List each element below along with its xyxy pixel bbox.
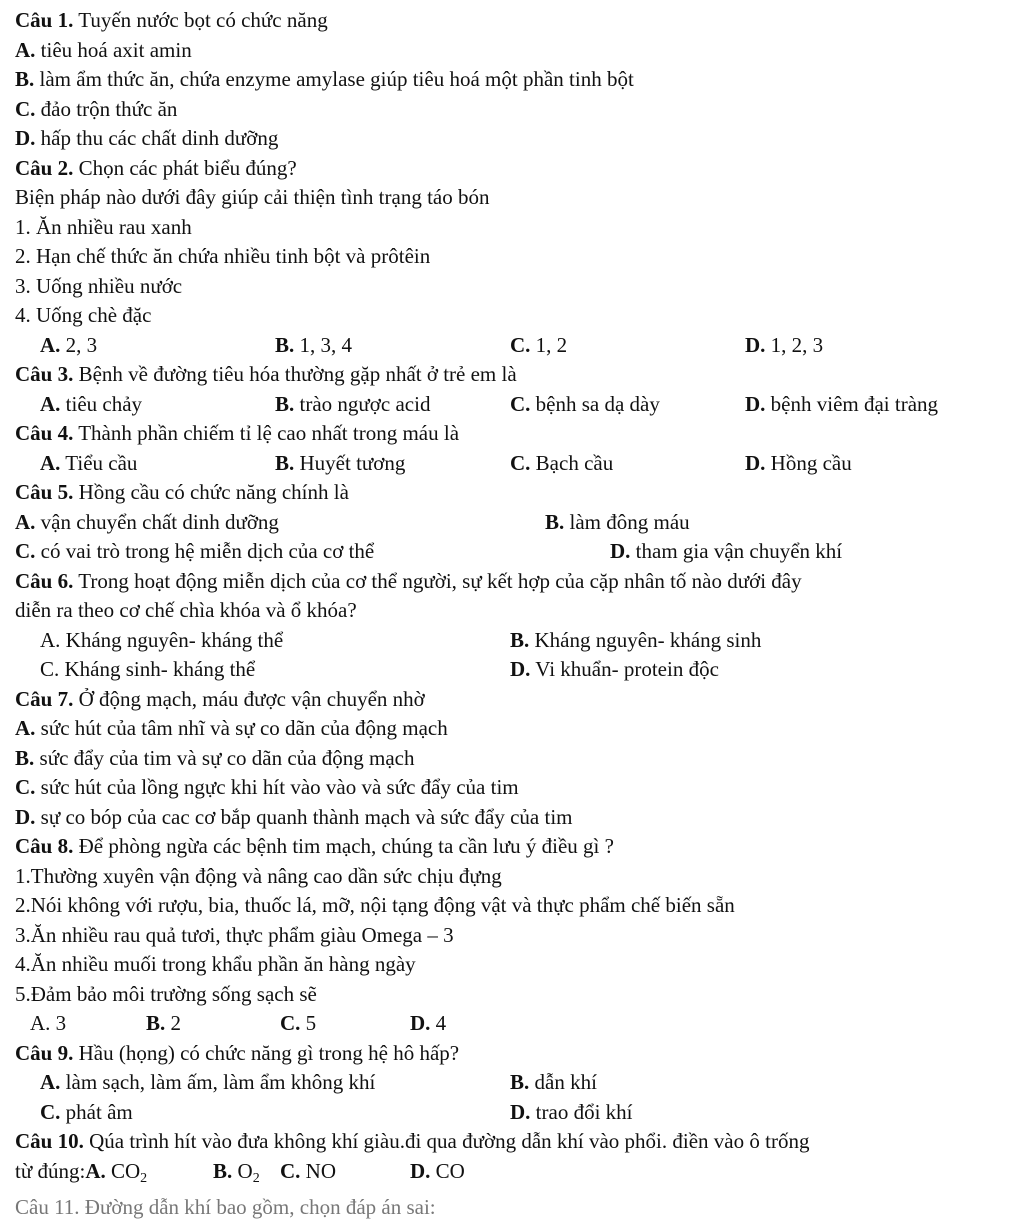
q6-number: Câu 6. [15, 568, 74, 593]
q8-d-text: 4 [430, 1011, 447, 1035]
q2-option-c [510, 331, 567, 361]
q10-a-key: A. [85, 1158, 106, 1183]
q8-c-key: C. [280, 1011, 301, 1035]
q6-stem-continued: diễn ra theo cơ chế chìa khóa và ổ khóa? [15, 598, 357, 622]
q5-c-key: C. [15, 539, 36, 563]
q6-c-text: Kháng sinh- kháng thể [59, 657, 256, 681]
q6-a-key: A. [40, 627, 61, 652]
q9-a-key: A. [40, 1070, 61, 1094]
q5-b-key: B. [545, 509, 565, 534]
q5-option-a [15, 508, 279, 538]
q8-option-a [30, 1009, 66, 1039]
q7-option-d [15, 803, 573, 833]
q6-d-key: D. [510, 657, 531, 681]
q5-stem [15, 478, 349, 508]
q3-b-key: B. [275, 391, 295, 416]
q2-stem [15, 154, 297, 184]
q8-option-d [410, 1009, 446, 1039]
q3-text: Bệnh về đường tiêu hóa thường gặp nhất ở trẻ em là [73, 362, 517, 386]
q1-a-key: A. [15, 37, 36, 62]
q8-b-key: B. [146, 1011, 166, 1035]
q2-option-b [275, 331, 352, 361]
q5-b-text: làm đông máu [564, 509, 690, 534]
q6-option-c [40, 655, 255, 685]
q6-d-text: Vi khuẩn- protein độc [530, 657, 719, 681]
q7-c-key: C. [15, 775, 36, 799]
q10-a-text: $CO_2$ [105, 1158, 148, 1186]
q1-option-c [15, 95, 177, 125]
q3-d-text: bệnh viêm đại tràng [765, 391, 939, 416]
q5-text: Hồng cầu có chức năng chính là [73, 480, 349, 504]
q5-number: Câu 5. [15, 480, 74, 504]
q8-number: Câu 8. [15, 834, 74, 858]
q10-d-text: CO [430, 1158, 465, 1183]
q7-d-text: sự co bóp của cac cơ bắp quanh thành mạch và sức đẩy của tim [35, 804, 573, 829]
q2-statement-3: 3. Uống nhiều nước [15, 273, 183, 298]
q8-statement-2: 2.Nói không với rượu, bia, thuốc lá, mỡ, nội tạng động vật và thực phẩm chế biến sẵn [15, 893, 735, 917]
q10-option-d [410, 1157, 465, 1187]
q1-text: Tuyến nước bọt có chức năng [73, 8, 328, 32]
q2-b-key: B. [275, 332, 295, 357]
q3-stem [15, 360, 517, 390]
q8-text: Để phòng ngừa các bệnh tim mạch, chúng ta cần lưu ý điều gì ? [73, 834, 614, 858]
q2-number: Câu 2. [15, 155, 74, 180]
q1-option-b [15, 65, 634, 95]
q6-option-a [40, 626, 283, 656]
q9-option-c [40, 1098, 133, 1128]
q3-a-text: tiêu chảy [60, 391, 143, 416]
q9-stem [15, 1039, 459, 1069]
q9-b-key: B. [510, 1070, 530, 1094]
q9-a-text: làm sạch, làm ấm, làm ẩm không khí [60, 1070, 376, 1094]
q9-d-key: D. [510, 1099, 531, 1124]
q10-b-text: $O_2$ [232, 1158, 260, 1186]
q4-b-key: B. [275, 450, 295, 475]
q7-text: Ở động mạch, máu được vận chuyển nhờ [73, 686, 425, 711]
q2-b-text: 1, 3, 4 [294, 332, 353, 357]
q6-option-b [510, 626, 761, 656]
q9-b-text: dẫn khí [529, 1070, 597, 1094]
q2-text: Chọn các phát biểu đúng? [73, 155, 297, 180]
q4-a-text: Tiểu cầu [60, 450, 138, 475]
q2-c-text: 1, 2 [530, 332, 568, 357]
q1-d-text: hấp thu các chất dinh dưỡng [35, 126, 279, 150]
q6-stem [15, 567, 802, 597]
q2-statement-2: 2. Hạn chế thức ăn chứa nhiều tinh bột và prôtêin [15, 244, 431, 268]
q7-option-b [15, 744, 415, 774]
q7-c-text: sức hút của lồng ngực khi hít vào vào và sức đẩy của tim [35, 775, 519, 799]
q1-c-text: đảo trộn thức ăn [35, 96, 178, 121]
q5-option-d [610, 537, 842, 567]
q10-c-key: C. [280, 1158, 301, 1183]
q2-d-key: D. [745, 332, 766, 357]
q6-b-key: B. [510, 627, 530, 652]
q7-a-text: sức hút của tâm nhĩ và sự co dãn của động mạch [35, 716, 448, 740]
q4-option-b [275, 449, 405, 479]
q3-option-a [40, 390, 142, 420]
q5-option-b [545, 508, 690, 538]
q7-stem [15, 685, 425, 715]
q9-c-key: C. [40, 1099, 61, 1124]
q2-intro: Biện pháp nào dưới đây giúp cải thiện tình trạng táo bón [15, 185, 490, 209]
q8-d-key: D. [410, 1011, 431, 1035]
q4-c-text: Bạch cầu [530, 450, 614, 475]
q10-b-key: B. [213, 1158, 233, 1183]
q6-option-d [510, 655, 719, 685]
q9-d-text: trao đổi khí [530, 1099, 633, 1124]
q1-d-key: D. [15, 126, 36, 150]
q10-text: Qúa trình hít vào đưa không khí giàu.đi qua đường dẫn khí vào phổi. điền vào ô trống [83, 1129, 810, 1153]
q9-text: Hầu (họng) có chức năng gì trong hệ hô hấp? [73, 1040, 460, 1065]
q7-d-key: D. [15, 804, 36, 829]
q5-d-text: tham gia vận chuyển khí [630, 539, 843, 563]
q5-option-c [15, 537, 374, 567]
q1-c-key: C. [15, 96, 36, 121]
q6-c-key: C. [40, 657, 60, 681]
q7-option-c [15, 773, 519, 803]
q6-b-text: Kháng nguyên- kháng sinh [529, 627, 762, 652]
q5-a-text: vận chuyển chất dinh dưỡng [35, 509, 279, 534]
q7-option-a [15, 714, 448, 744]
q4-d-text: Hồng cầu [765, 450, 852, 475]
q8-option-c [280, 1009, 316, 1039]
q3-c-key: C. [510, 391, 531, 416]
q9-option-b [510, 1068, 597, 1098]
q6-text: Trong hoạt động miễn dịch của cơ thể người, sự kết hợp của cặp nhân tố nào dưới đây [73, 568, 802, 593]
q7-b-text: sức đẩy của tim và sự co dãn của động mạch [34, 745, 415, 770]
q9-number: Câu 9. [15, 1040, 74, 1065]
q4-c-key: C. [510, 450, 531, 475]
q1-a-text: tiêu hoá axit amin [35, 37, 192, 62]
q3-d-key: D. [745, 391, 766, 416]
q1-stem [15, 6, 328, 36]
q6-a-text: Kháng nguyên- kháng thể [60, 627, 284, 652]
q4-text: Thành phần chiếm tỉ lệ cao nhất trong máu là [73, 421, 460, 445]
q8-statement-4: 4.Ăn nhiều muối trong khẩu phần ăn hàng ngày [15, 952, 416, 976]
q5-a-key: A. [15, 509, 36, 534]
q8-a-key: A. [30, 1011, 51, 1035]
q2-a-text: 2, 3 [60, 332, 98, 357]
q4-b-text: Huyết tương [294, 450, 406, 475]
q10-stem-continued: từ đúng: [15, 1158, 86, 1183]
q2-statement-4: 4. Uống chè đặc [15, 303, 152, 327]
q7-b-key: B. [15, 745, 35, 770]
q1-b-key: B. [15, 67, 35, 91]
q4-d-key: D. [745, 450, 766, 475]
q10-option-b [213, 1157, 260, 1187]
q8-statement-5: 5.Đảm bảo môi trường sống sạch sẽ [15, 981, 317, 1006]
q8-c-text: 5 [300, 1011, 317, 1035]
q10-options-line [15, 1157, 147, 1187]
q2-d-text: 1, 2, 3 [765, 332, 824, 357]
q1-number: Câu 1. [15, 8, 74, 32]
q3-number: Câu 3. [15, 362, 74, 386]
q2-option-a [40, 331, 97, 361]
q1-option-d [15, 124, 278, 154]
q2-option-d [745, 331, 823, 361]
q8-a-text: 3 [50, 1011, 67, 1035]
q7-a-key: A. [15, 716, 36, 740]
q8-option-b [146, 1009, 181, 1039]
q10-d-key: D. [410, 1158, 431, 1183]
q4-option-d [745, 449, 852, 479]
q10-c-text: NO [300, 1158, 337, 1183]
q4-a-key: A. [40, 450, 61, 475]
q9-c-text: phát âm [60, 1099, 133, 1124]
q10-stem [15, 1127, 809, 1157]
q5-d-key: D. [610, 539, 631, 563]
q10-option-c [280, 1157, 336, 1187]
q3-option-d [745, 390, 938, 420]
q4-option-a [40, 449, 137, 479]
q2-statement-1: 1. Ăn nhiều rau xanh [15, 214, 192, 239]
q4-stem [15, 419, 459, 449]
q3-a-key: A. [40, 391, 61, 416]
q2-a-key: A. [40, 332, 61, 357]
q3-option-c [510, 390, 660, 420]
q2-c-key: C. [510, 332, 531, 357]
q1-b-text: làm ẩm thức ăn, chứa enzyme amylase giúp tiêu hoá một phần tinh bột [34, 67, 634, 91]
q9-option-a [40, 1068, 375, 1098]
q3-option-b [275, 390, 430, 420]
q3-c-text: bệnh sa dạ dày [530, 391, 660, 416]
q4-option-c [510, 449, 613, 479]
q10-number: Câu 10. [15, 1129, 84, 1153]
q3-b-text: trào ngược acid [294, 391, 431, 416]
q8-b-text: 2 [165, 1011, 182, 1035]
q4-number: Câu 4. [15, 421, 74, 445]
q11-partial-stem: Câu 11. Đường dẫn khí bao gồm, chọn đáp án sai: [15, 1195, 436, 1219]
q8-stem [15, 832, 614, 862]
q5-c-text: có vai trò trong hệ miễn dịch của cơ thể [35, 539, 375, 563]
q7-number: Câu 7. [15, 686, 74, 711]
q8-statement-1: 1.Thường xuyên vận động và nâng cao dần sức chịu đựng [15, 863, 502, 888]
q8-statement-3: 3.Ăn nhiều rau quả tươi, thực phẩm giàu Omega – 3 [15, 922, 454, 947]
q9-option-d [510, 1098, 633, 1128]
q1-option-a [15, 36, 192, 66]
